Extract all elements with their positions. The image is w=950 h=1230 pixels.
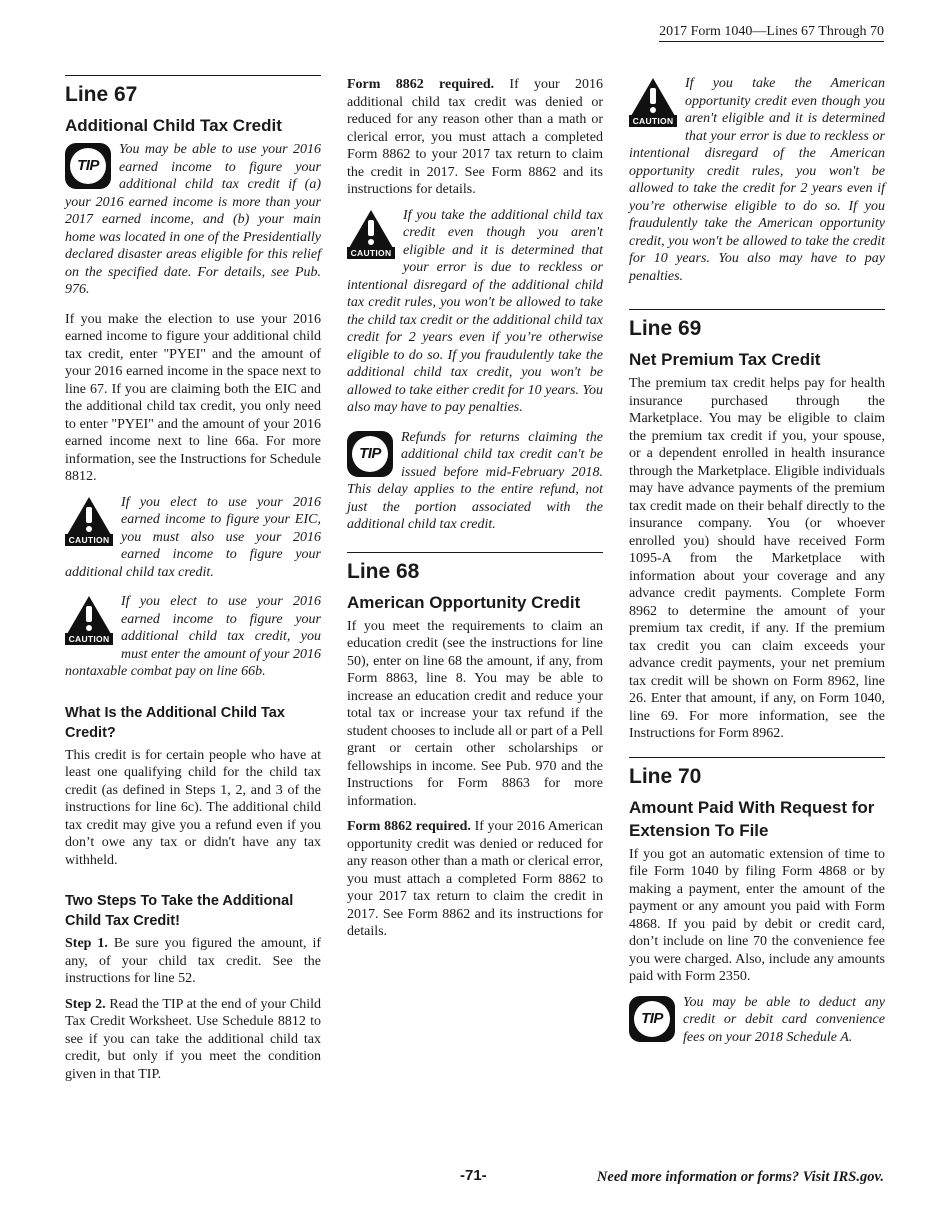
running-header: 2017 Form 1040—Lines 67 Through 70 (659, 24, 884, 42)
caution-note (65, 593, 321, 681)
line-69-title: Net Premium Tax Credit (629, 350, 821, 369)
column-2 (347, 76, 603, 949)
form-8862-text: If your 2016 additional child tax credit was denied or reduced for any reason other than a math or clerical error, you must attach a completed Form 8862 to your 2017 tax return to claim the credit in 2017. See Form 8862 and its instructions for details. (347, 77, 603, 197)
step-2 (65, 996, 321, 1084)
what-is-heading: What Is the Additional Child Tax Credit? (65, 704, 285, 741)
body-paragraph: The premium tax credit helps pay for health insurance purchased through the Marketplace. You may be eligible to claim the premium tax credit if you, your spouse, or a dependent enrolled in health insurance through the Marketplace. Eligible individuals may have advance payments of the premium tax credit made on their behalf directly to the insurance company. You (or whoever enrolled you) should have received Form 1095-A from the Marketplace with information about your coverage and any advance credit payments. Complete Form 8962 to determine the amount of your premium tax credit, if any. If the premium tax credit you can claim exceeds your advance credit payments, your net premium tax credit will be shown on Form 8962, line 26. Enter that amount, if any, on Form 1040, line 69. For more information, see the Instructions for Form 8962. (629, 376, 885, 741)
step-1-label: Step 1. (65, 936, 108, 951)
caution-text: If you elect to use your 2016 earned income to figure your EIC, you must also use your 2016 earned income to figure your additional child tax credit. (65, 494, 321, 580)
caution-icon: CAUTION (347, 209, 395, 259)
section-divider (347, 552, 603, 553)
form-8862-text: If your 2016 American opportunity credit was denied or reduced for any reason other than a math or clerical error, you must attach a completed Form 8862 to your 2017 tax return to claim the credit in 2017. See Form 8862 and its instructions for details. (347, 819, 603, 939)
step-2-label: Step 2. (65, 996, 106, 1012)
tip-note (347, 429, 603, 534)
step-2-text: Read the TIP at the end of your Child Tax Credit Worksheet. Use Schedule 8812 to see if you can take the additional child tax credit, but only if you meet the condition given in that TIP. (65, 996, 321, 1082)
line-70-heading: Line 70 (629, 764, 702, 788)
form-8862-paragraph (347, 76, 603, 199)
line-69-heading: Line 69 (629, 317, 702, 340)
step-1-text: Be sure you figured the amount, if any, of your child tax credit. See the instructions for line 52. (65, 936, 322, 986)
body-paragraph: This credit is for certain people who have at least one qualifying child for the child tax credit (as defined in Steps 1, 2, and 3 of the instructions for line 6c). The additional child tax credit may give you a refund even if you don’t owe any tax or didn't have any tax withheld. (65, 747, 321, 868)
body-paragraph: If you got an automatic extension of time to file Form 1040 by filing Form 4868 or by making a payment, enter the amount of the payment or any amount you paid with Form 4868. If you paid by debit or credit card, don’t include on line 70 the convenience fee you were charged. Also, include any amounts paid with Form 2350. (629, 846, 885, 984)
caution-text: If you take the additional child tax credit even though you aren't eligible and it is determined that your error is due to reckless or intentional disregard of the additional child tax credit rules, you won't be allowed to take the child tax credit or the additional child tax credit for 2 years even if you’re otherwise eligible to do so. If you fraudulently take the additional child tax credit, you won't be allowed to take either credit for 10 years. You also may have to pay penalties. (347, 207, 603, 415)
tip-text: You may be able to deduct any credit or debit card convenience fees on your 2018 Schedule A. (683, 994, 885, 1045)
caution-note (65, 494, 321, 582)
body-paragraph: If you make the election to use your 2016 earned income to figure your additional child tax credit, enter "PYEI" and the amount of your 2016 earned income in the space next to line 67. If you are claiming both the EIC and the additional child tax credit, you only need to enter "PYEI" and the amount of your 2016 earned income next to line 66a. For more information, see the Instructions for Schedule 8812. (65, 311, 321, 484)
page-number: -71- (460, 1167, 487, 1184)
tip-text: You may be able to use your 2016 earned income to figure your additional child tax credit if (a) your 2016 earned income is more than your 2017 earned income, and (b) your main home was located in one of the Presidentially declared disaster areas eligible for this relief on the specified date. For details, see Pub. 976. (65, 142, 321, 297)
form-8862-label: Form 8862 required. (347, 77, 495, 92)
caution-text: If you elect to use your 2016 earned income to figure your additional child tax credit, you must enter the amount of your 2016 nontaxable combat pay on line 66b. (65, 594, 321, 679)
caution-icon: CAUTION (629, 77, 677, 127)
tip-note (65, 141, 321, 299)
tip-icon: TIP (65, 143, 111, 189)
caution-icon: CAUTION (65, 496, 113, 546)
form-8862-label: Form 8862 required. (347, 819, 471, 834)
column-1 (65, 75, 321, 1091)
line-68-title: American Opportunity Credit (347, 592, 581, 612)
form-8862-paragraph (347, 818, 603, 941)
tip-note (629, 994, 885, 1047)
section-divider (65, 75, 321, 76)
line-70-title: Amount Paid With Request for Extension To File (629, 797, 875, 840)
body-paragraph: If you meet the requirements to claim an education credit (see the instructions for line 50), enter on line 68 the amount, if any, from Form 8863, line 8. You may be able to increase an education credit and reduce your total tax or increase your tax refund if the student chooses to include all or part of a Pell grant or certain other scholarships or fellowships in income. See Pub. 970 and the Instructions for Form 8863 for more information. (347, 618, 603, 809)
tip-text: Refunds for returns claiming the additional child tax credit can't be issued before mid-February 2018. This delay applies to the entire refund, not just the portion associated with the additional child tax credit. (347, 429, 603, 532)
line-68-heading: Line 68 (347, 559, 420, 583)
caution-note (347, 207, 603, 417)
caution-text: If you take the American opportunity credit even though you aren't eligible and it is determined that your error is due to reckless or intentional disregard of the American opportunity credit rules, you won't be allowed to take the credit for 2 years even if you’re otherwise eligible to do so. If you fraudulently take the American opportunity credit, you won't be allowed to take the credit for 10 years. You also may have to pay penalties. (629, 76, 885, 284)
line-67-heading: Line 67 (65, 83, 138, 106)
step-1 (65, 935, 321, 988)
caution-note (629, 75, 885, 285)
caution-icon: CAUTION (65, 595, 113, 645)
column-3 (629, 75, 885, 1058)
tip-icon: TIP (347, 431, 393, 477)
two-steps-heading: Two Steps To Take the Additional Child Tax Credit! (65, 893, 294, 929)
footer-note: Need more information or forms? Visit IRS.gov. (596, 1169, 884, 1185)
line-67-title: Additional Child Tax Credit (65, 116, 282, 135)
tip-icon: TIP (629, 996, 675, 1042)
section-divider (629, 309, 885, 310)
section-divider (629, 757, 885, 758)
